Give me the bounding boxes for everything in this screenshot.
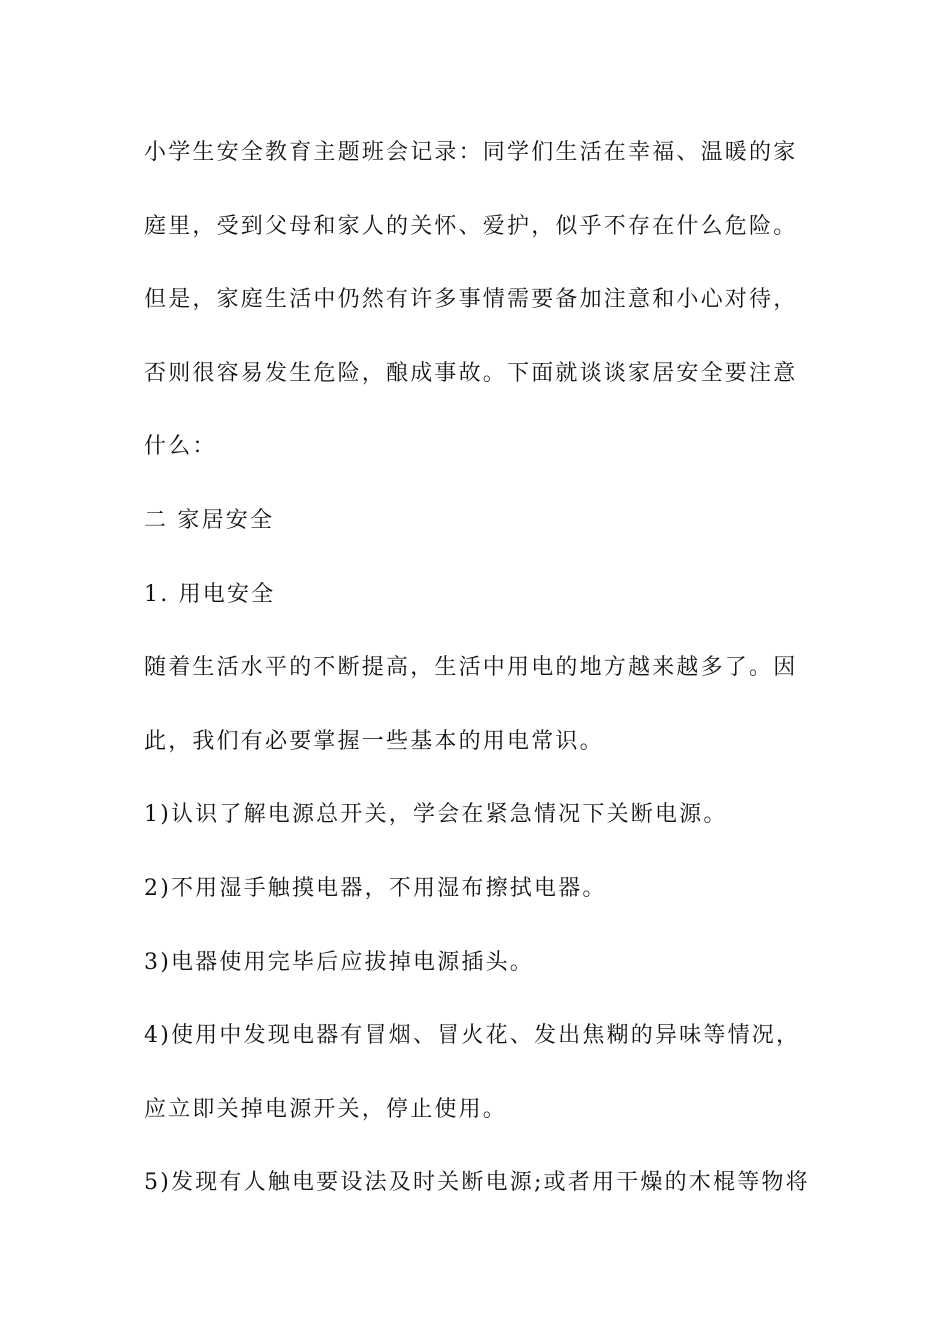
section-heading: 二 家居安全 (144, 507, 275, 533)
document-body (144, 116, 812, 1220)
list-item-5-line-1: 5)发现有人触电要设法及时关断电源;或者用干燥的木棍等物将 (144, 1170, 810, 1196)
intro-line-1: 小学生安全教育主题班会记录：同学们生活在幸福、温暖的家 (144, 140, 798, 165)
subsection-heading: 1. 用电安全 (144, 581, 276, 607)
list-item-4-line-1: 4)使用中发现电器有冒烟、冒火花、发出焦糊的异味等情况， (144, 1023, 801, 1049)
intro-line-4: 否则很容易发生危险，酿成事故。下面就谈谈家居安全要注意 (144, 360, 798, 386)
intro-line-3: 但是，家庭生活中仍然有许多事情需要备加注意和小心对待， (144, 287, 798, 313)
list-item-1: 1)认识了解电源总开关，学会在紧急情况下关断电源。 (144, 802, 728, 828)
paragraph-line-1: 随着生活水平的不断提高，生活中用电的地方越来越多了。因 (144, 655, 798, 681)
list-item-4-line-2: 应立即关掉电源开关，停止使用。 (144, 1096, 508, 1122)
paragraph-line-2: 此，我们有必要掌握一些基本的用电常识。 (144, 728, 604, 754)
list-item-2: 2)不用湿手触摸电器，不用湿布擦拭电器。 (144, 875, 607, 901)
intro-line-2: 庭里，受到父母和家人的关怀、爱护，似乎不存在什么危险。 (144, 213, 798, 239)
list-item-3: 3)电器使用完毕后应拔掉电源插头。 (144, 949, 534, 975)
intro-line-5: 什么： (144, 434, 217, 460)
